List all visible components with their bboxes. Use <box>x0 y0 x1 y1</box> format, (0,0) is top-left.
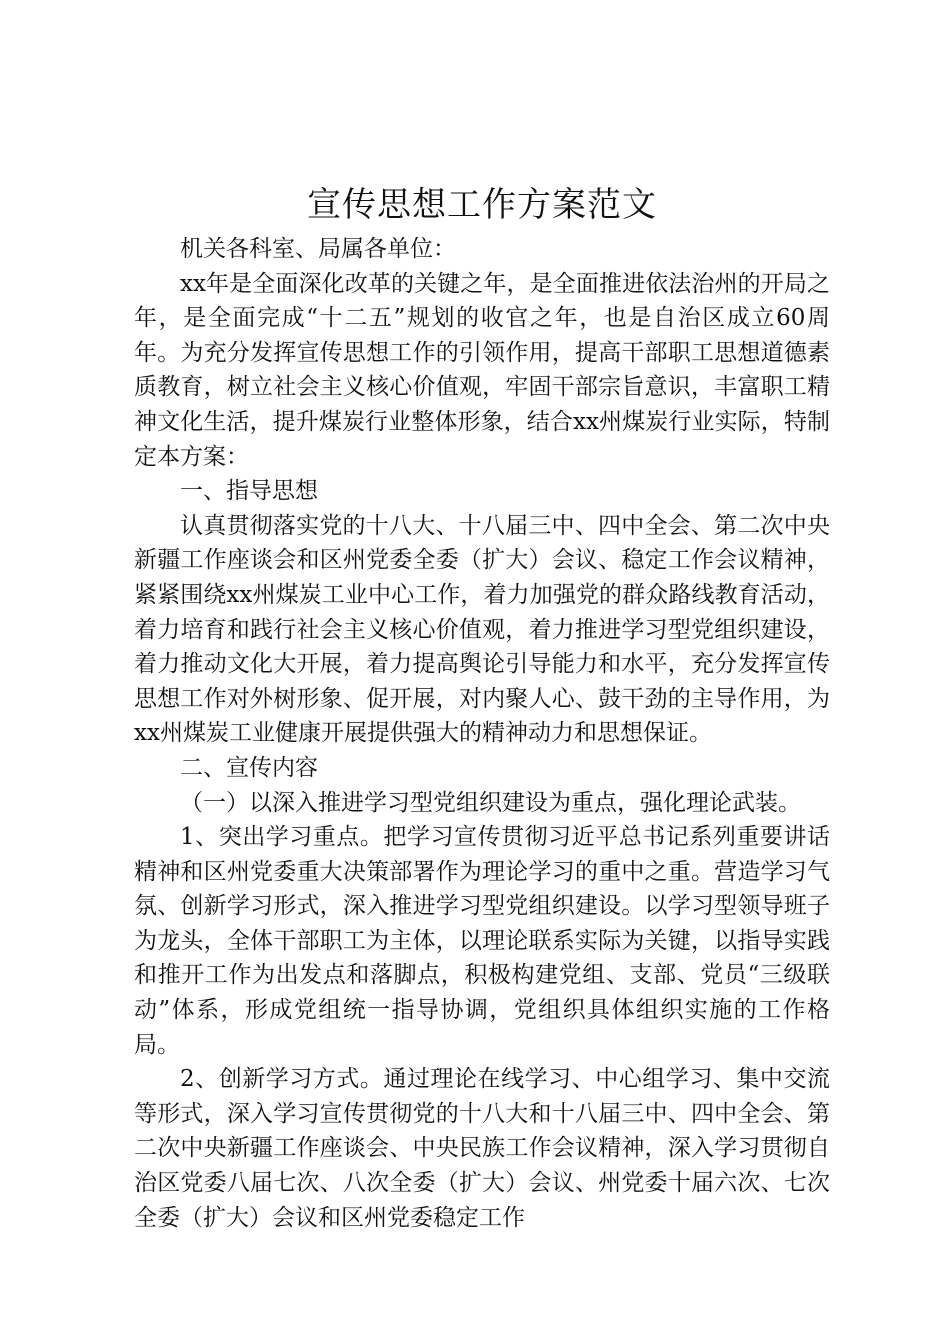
intro-paragraph: xx年是全面深化改革的关键之年，是全面推进依法治州的开局之年，是全面完成“十二五”规划的收官之年，也是自治区成立60周年。为充分发挥宣传思想工作的引领作用，提高干部职工思想道德素质教育，树立社会主义核心价值观，牢固干部宗旨意识，丰富职工精神文化生活，提升煤炭行业整体形象，结合xx州煤炭行业实际，特制定本方案： <box>134 270 830 470</box>
document-title: 宣传思想工作方案范文 <box>307 185 657 225</box>
item-2-paragraph: 2、创新学习方式。通过理论在线学习、中心组学习、集中交流等形式，深入学习宣传贯彻党的十八大和十八届三中、四中全会、第二次中央新疆工作座谈会、中央民族工作会议精神，深入学习贯彻自治区党委八届七次、八次全委（扩大）会议、州党委十届六次、七次全委（扩大）会议和区州党委稳定工作 <box>134 1066 830 1231</box>
subsection-heading-1: （一）以深入推进学习型党组织建设为重点，强化理论武装。 <box>180 789 801 816</box>
guiding-ideology-paragraph: 认真贯彻落实党的十八大、十八届三中、四中全会、第二次中央新疆工作座谈会和区州党委全委（扩大）会议、稳定工作会议精神，紧紧围绕xx州煤炭工业中心工作，着力加强党的群众路线教育活动，着力培育和践行社会主义核心价值观，着力推进学习型党组织建设，着力推动文化大开展，着力提高舆论引导能力和水平，充分发挥宣传思想工作对外树形象、促开展，对内聚人心、鼓干劲的主导作用，为xx州煤炭工业健康开展提供强大的精神动力和思想保证。 <box>134 512 830 747</box>
section-heading-guiding-ideology: 一、指导思想 <box>180 478 318 505</box>
document-page <box>134 180 830 1235</box>
item-1-paragraph: 1、突出学习重点。把学习宣传贯彻习近平总书记系列重要讲话精神和区州党委重大决策部署作为理论学习的重中之重。营造学习气氛、创新学习形式，深入推进学习型党组织建设。以学习型领导班子为龙头，全体干部职工为主体，以理论联系实际为关键，以指导实践和推开工作为出发点和落脚点，积极构建党组、支部、党员“三级联动”体系，形成党组统一指导协调，党组织具体组织实施的工作格局。 <box>134 824 830 1058</box>
salutation: 机关各科室、局属各单位： <box>180 236 456 262</box>
section-heading-propaganda-content: 二、宣传内容 <box>180 754 318 781</box>
